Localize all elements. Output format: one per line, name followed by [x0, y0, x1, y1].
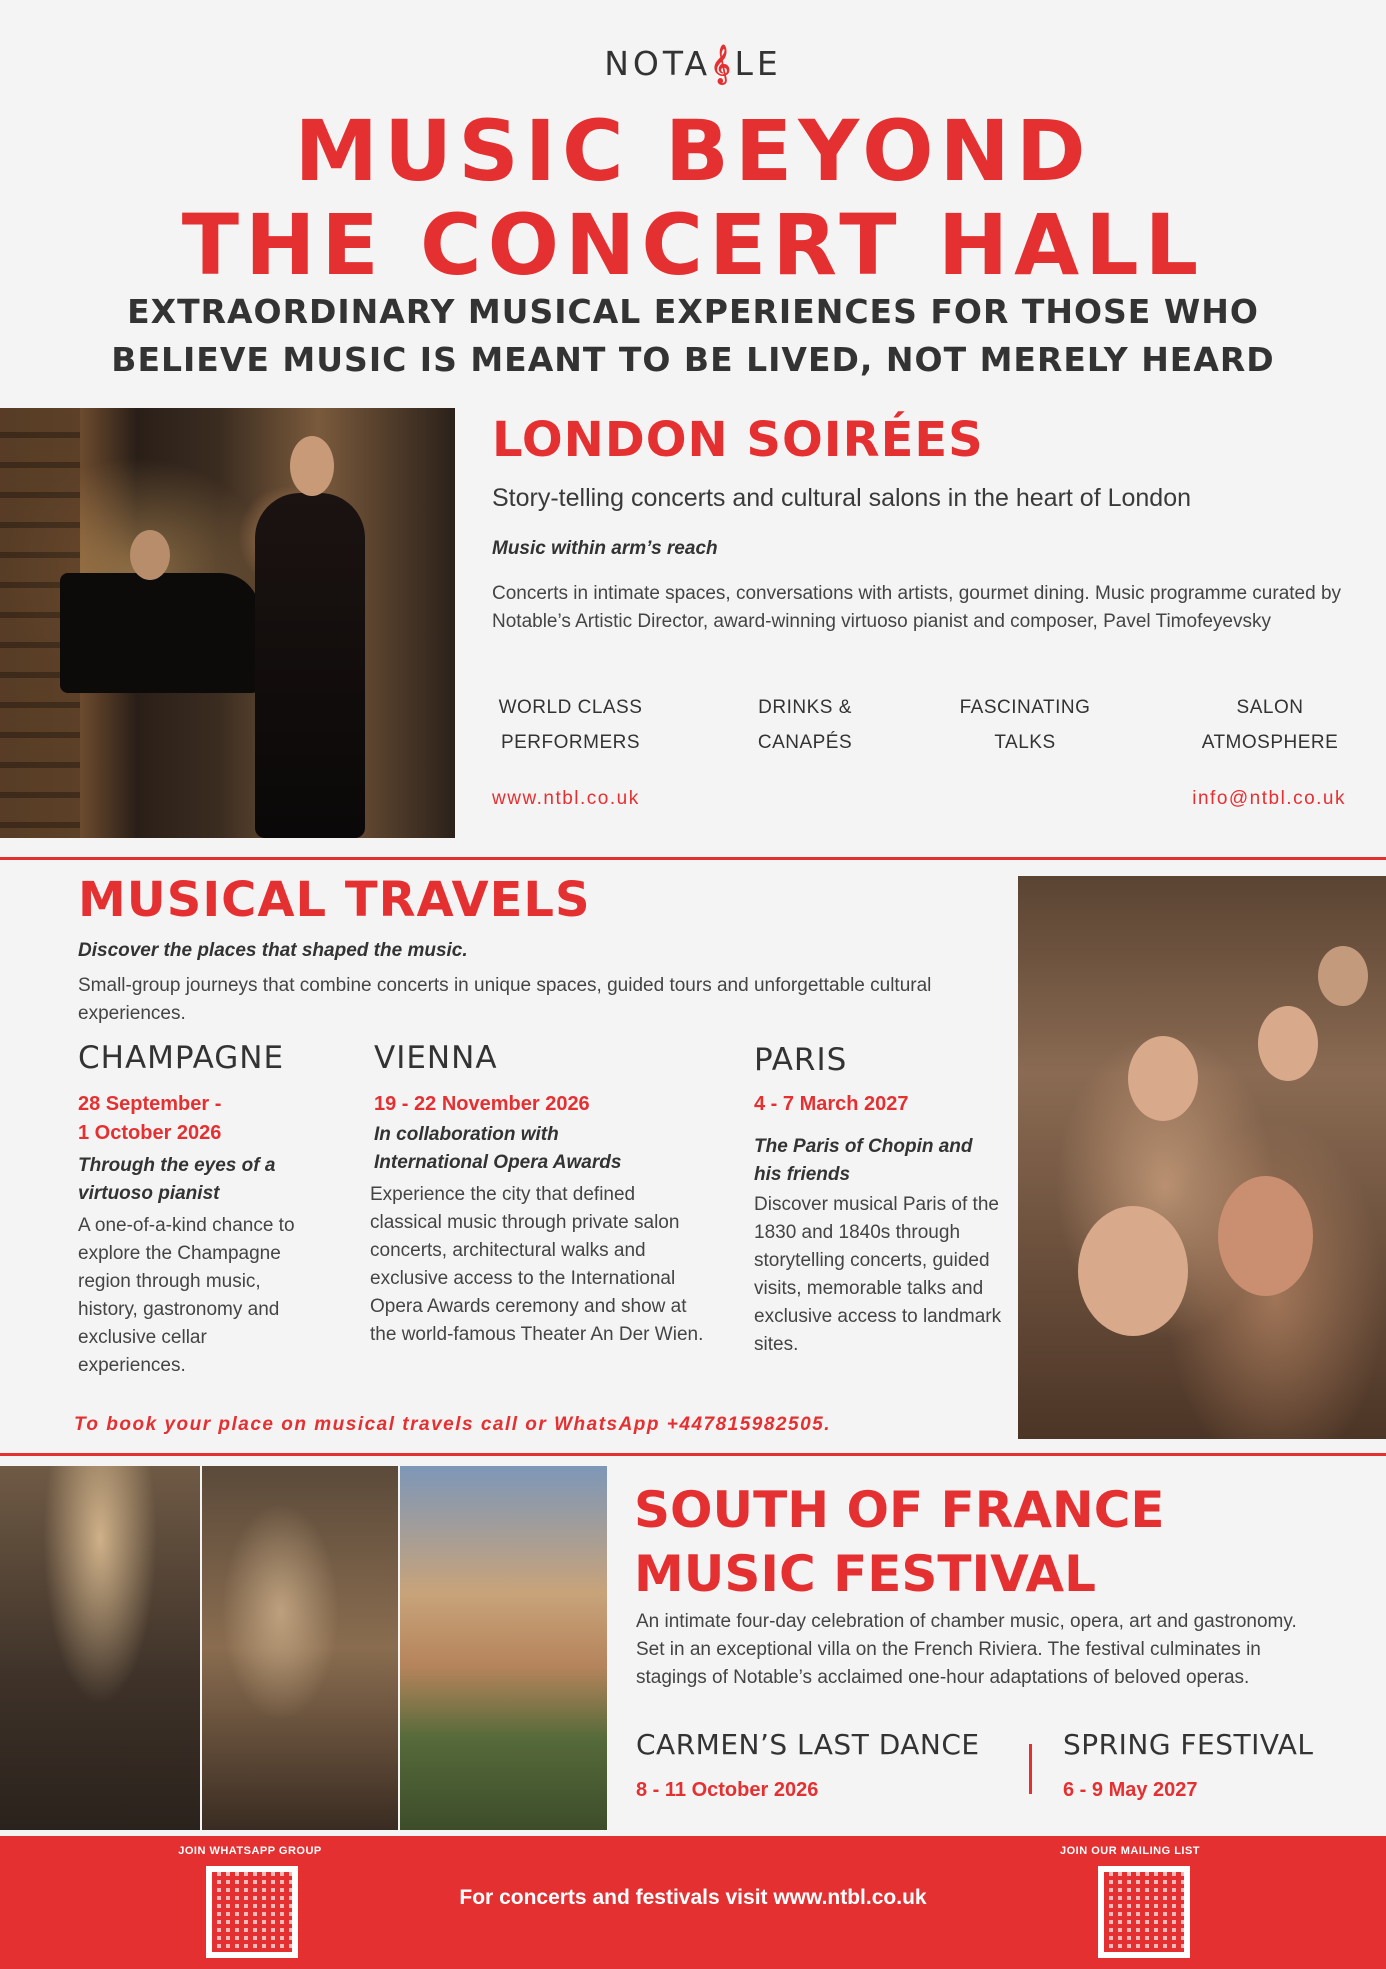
- feature-atmosphere: [1185, 690, 1355, 760]
- city-name: VIENNA: [374, 1040, 498, 1076]
- feature-performers: [488, 690, 653, 760]
- feature-drinks: [730, 690, 880, 760]
- feature-performers-line-2: PERFORMERS: [500, 732, 641, 753]
- main-title-line-2: THE CONCERT HALL: [181, 196, 1205, 294]
- feature-talks-line-2: TALKS: [994, 732, 1056, 753]
- festival-champagne-photo: [202, 1466, 398, 1830]
- event-separator: [1029, 1744, 1032, 1794]
- feature-atmosphere-line-2: ATMOSPHERE: [1201, 732, 1339, 753]
- whatsapp-label: JOIN WHATSAPP GROUP: [178, 1845, 322, 1857]
- logo-text-end: LE: [734, 44, 782, 83]
- main-subtitle: [0, 288, 1386, 384]
- city-card-vienna: [370, 1040, 710, 1349]
- event-name: SPRING FESTIVAL: [1063, 1728, 1314, 1761]
- event-date: 8 - 11 October 2026: [636, 1779, 819, 1801]
- event-date: 6 - 9 May 2027: [1063, 1779, 1198, 1801]
- city-date-line-1: 4 - 7 March 2027: [754, 1093, 909, 1115]
- city-card-paris: [754, 1042, 1004, 1359]
- london-website-link[interactable]: www.ntbl.co.uk: [492, 788, 640, 809]
- mailing-list-qr-code[interactable]: [1098, 1866, 1190, 1958]
- travels-booking-note: To book your place on musical travels call or WhatsApp +447815982505.: [74, 1414, 831, 1435]
- feature-talks-line-1: FASCINATING: [959, 697, 1091, 718]
- event-name: CARMEN’S LAST DANCE: [636, 1728, 980, 1761]
- mailing-list-label: JOIN OUR MAILING LIST: [1059, 1845, 1201, 1857]
- festival-title: [634, 1478, 1165, 1606]
- festival-description: An intimate four-day celebration of chamber music, opera, art and gastronomy. Set in an exceptional villa on the French Riviera. The festival culminates in stagings of Notable’s acclaimed one-hour adaptations of beloved operas.: [636, 1611, 1297, 1688]
- festival-event-carmen: [636, 1728, 980, 1802]
- london-email-link[interactable]: info@ntbl.co.uk: [1192, 788, 1346, 809]
- feature-talks: [945, 690, 1105, 760]
- travels-description: Small-group journeys that combine concerts in unique spaces, guided tours and unforgettable cultural experiences.: [78, 975, 932, 1024]
- london-soiree-photo: [0, 408, 455, 838]
- festival-title-line-2: MUSIC FESTIVAL: [634, 1545, 1096, 1603]
- feature-drinks-line-1: DRINKS &: [758, 697, 852, 718]
- city-date-line-1: 19 - 22 November 2026: [374, 1093, 590, 1115]
- section-divider-1: [0, 857, 1386, 860]
- main-title-line-1: MUSIC BEYOND: [294, 102, 1092, 200]
- festival-title-line-1: SOUTH OF FRANCE: [634, 1481, 1165, 1539]
- city-name: CHAMPAGNE: [78, 1040, 285, 1076]
- city-tagline: Through the eyes of a virtuoso pianist: [78, 1155, 276, 1204]
- feature-drinks-line-2: CANAPÉS: [757, 732, 853, 753]
- main-title: [0, 104, 1386, 292]
- main-subtitle-line-2: BELIEVE MUSIC IS MEANT TO BE LIVED, NOT MERELY HEARD: [111, 340, 1275, 379]
- city-description: A one-of-a-kind chance to explore the Champagne region through music, history, gastronomy and exclusive cellar experiences.: [78, 1215, 295, 1376]
- city-name: PARIS: [754, 1042, 848, 1078]
- city-tagline: The Paris of Chopin and his friends: [754, 1136, 973, 1185]
- festival-villa-photo: [400, 1466, 607, 1830]
- london-title: LONDON SOIRÉES: [492, 412, 984, 468]
- london-subtitle: Story-telling concerts and cultural salons in the heart of London: [492, 484, 1192, 512]
- travels-tagline: Discover the places that shaped the music.: [78, 940, 468, 961]
- treble-clef-icon: 𝄞: [711, 44, 735, 83]
- feature-atmosphere-line-1: SALON: [1236, 697, 1304, 718]
- city-card-champagne: [78, 1040, 318, 1380]
- brand-logo: [0, 44, 1386, 84]
- travels-title: MUSICAL TRAVELS: [78, 872, 591, 928]
- london-description: Concerts in intimate spaces, conversations with artists, gourmet dining. Music programme curated by Notable’s Artistic Director, award-winning virtuoso pianist and composer, Pavel Timofeyevsky: [492, 583, 1342, 632]
- city-date-line-1: 28 September -: [78, 1093, 222, 1115]
- city-description: Experience the city that defined classical music through private salon concerts, architectural walks and exclusive access to the International Opera Awards ceremony and show at the world-famous Theater An Der Wien.: [370, 1184, 704, 1345]
- main-subtitle-line-1: EXTRAORDINARY MUSICAL EXPERIENCES FOR THOSE WHO: [127, 292, 1259, 331]
- feature-performers-line-1: WORLD CLASS: [498, 697, 643, 718]
- city-description: Discover musical Paris of the 1830 and 1840s through storytelling concerts, guided visits, memorable talks and exclusive access to landmark sites.: [754, 1194, 1002, 1355]
- city-tagline: In collaboration with International Opera Awards: [374, 1124, 622, 1173]
- city-date-line-2: 1 October 2026: [78, 1122, 222, 1144]
- festival-event-spring: [1063, 1728, 1313, 1802]
- section-divider-2: [0, 1453, 1386, 1456]
- london-tagline: Music within arm’s reach: [492, 538, 718, 559]
- whatsapp-qr-code[interactable]: [206, 1866, 298, 1958]
- travels-audience-photo: [1018, 876, 1386, 1439]
- footer-cta[interactable]: For concerts and festivals visit www.ntbl.co.uk: [459, 1886, 927, 1909]
- festival-singer-photo: [0, 1466, 200, 1830]
- logo-text-start: NOTA: [604, 44, 712, 83]
